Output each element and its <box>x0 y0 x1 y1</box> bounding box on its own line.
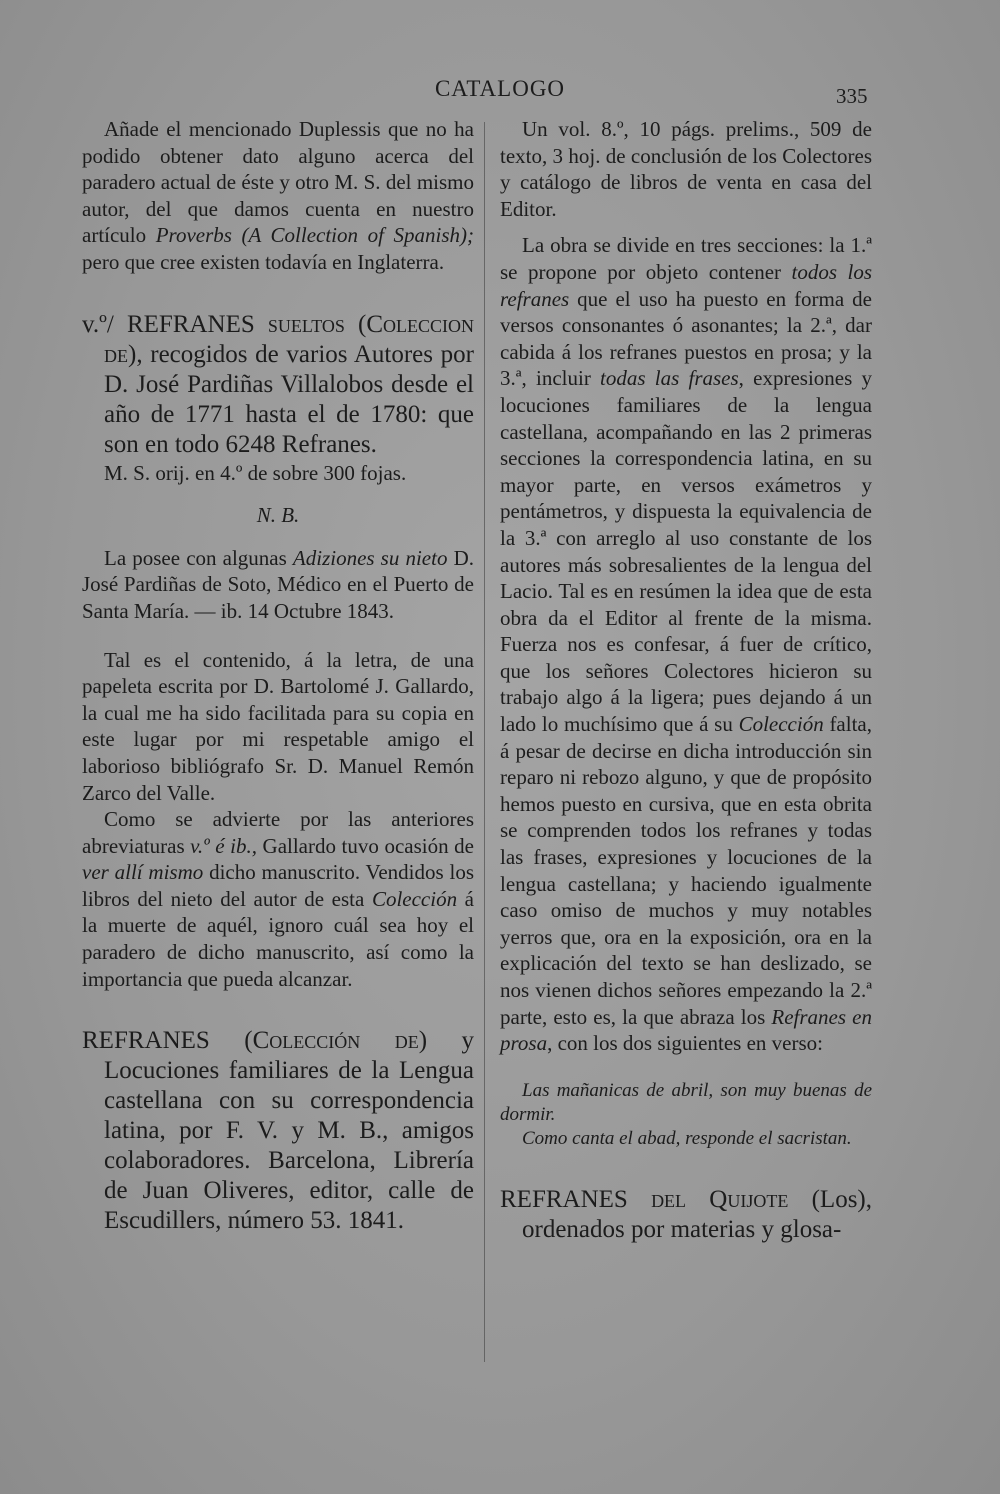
nota-bene: N. B. <box>256 503 300 528</box>
entry-refranes-quijote: REFRANES del Quijote (Los), ordenados por materias y glosa- <box>500 1185 872 1243</box>
running-header: CATALOGO <box>434 76 566 101</box>
entry-heading: REFRANES <box>126 310 255 338</box>
entry-heading: REFRANES <box>82 1027 210 1055</box>
entry-refranes-coleccion: REFRANES (Colección de) y Locuciones familiares de la Lengua castellana con su correspondencia latina, por F. V. y M. B., amigos colaboradores. Barcelona, Librería de Juan Oliveres, editor, calle de Escudillers, número 53. 1841. <box>82 1027 475 1235</box>
paragraph-abreviaturas: Como se advierte por las anteriores abreviaturas v.º é ib., Gallardo tuvo ocasión de ver allí mismo dicho manuscrito. Vendidos los libros del nieto del autor de esta Colección á la muerte de aquél, ignoro cuál sea hoy el paradero de dicho manuscrito, así como la importancia que pueda alcanzar. <box>82 807 474 991</box>
manuscript-line: M. S. orij. en 4.º de sobre 300 fojas. <box>104 460 407 485</box>
column-divider <box>484 122 485 1362</box>
entry-refranes-sueltos: v.º/ REFRANES sueltos (Coleccion de), recogidos de varios Autores por D. José Pardiñas Villalobos desde el año de 1771 hasta el de 1780: que son en todo 6248 Refranes. <box>82 310 474 458</box>
paragraph-secciones: La obra se divide en tres secciones: la 1.ª se propone por objeto contener todos los refranes que el uso ha puesto en forma de versos consonantes ó asonantes; la 2.ª, dar cabida á los refranes puestos en prosa; y la 3.ª, incluir todas las frases, expresiones y locuciones familiares de la lengua castellana, acompañando en las 2 primeras secciones la correspondencia latina, en su mayor parte, en versos exámetros y pentámetros, y dispuesta la equivalencia de la 3.ª con arreglo al uso constante de los autores más sobresalientes de la lengua del Lacio. Tal es en resúmen la idea que de esta obra da el Editor al frente de la misma. Fuerza nos es confesar, á fuer de crítico, que los señores Colectores hicieron su trabajo algo á la ligera; pues dejando á un lado lo muchísimo que á su Colección falta, á pesar de decirse en dicha introducción sin reparo ni rebozo alguno, y que de propósito hemos puesto en cursiva, que en esta obrita se comprenden todos los refranes y todas las frases, expresiones y locuciones de la lengua castellana; y haciendo igualmente caso omiso de muchos y muy notables yerros que, ora en la exposición, ora en la explicación del texto se han deslizado, se nos vienen dichos señores empezando la 2.ª parte, esto es, la que abraza los Refranes en prosa, con los dos siguientes en verso: <box>500 233 872 1056</box>
paragraph-volumen: Un vol. 8.º, 10 págs. prelims., 509 de texto, 3 hoj. de conclusión de los Colectores y catálogo de libros de venta en casa del Editor. <box>500 117 872 221</box>
page-number: 335 <box>836 84 868 108</box>
verse-line: Las mañanicas de abril, son muy buenas de dormir. <box>500 1079 872 1125</box>
right-column <box>500 116 872 1245</box>
left-column <box>82 116 474 1236</box>
paragraph-duplessis: Añade el mencionado Duplessis que no ha podido obtener dato alguno acerca del paradero actual de éste y otro M. S. del mismo autor, del que damos cuenta en nuestro artículo Proverbs (A Collection of Spanish); pero que cree existen todavía en Inglaterra. <box>82 117 474 274</box>
paragraph-contenido: Tal es el contenido, á la letra, de una papeleta escrita por D. Bartolomé J. Gallardo, la cual me ha sido facilitada para su copia en este lugar por mi respetable amigo el laborioso bibliógrafo Sr. D. Manuel Remón Zarco del Valle. <box>82 647 474 805</box>
paragraph-posee: La posee con algunas Adiziones su nieto D. José Pardiñas de Soto, Médico en el Puerto de Santa María. — ib. 14 Octubre 1843. <box>82 545 475 623</box>
verse-line: Como canta el abad, responde el sacristan. <box>522 1127 852 1149</box>
entry-heading: REFRANES <box>500 1185 628 1213</box>
entry-mark: v.º/ <box>82 310 127 338</box>
